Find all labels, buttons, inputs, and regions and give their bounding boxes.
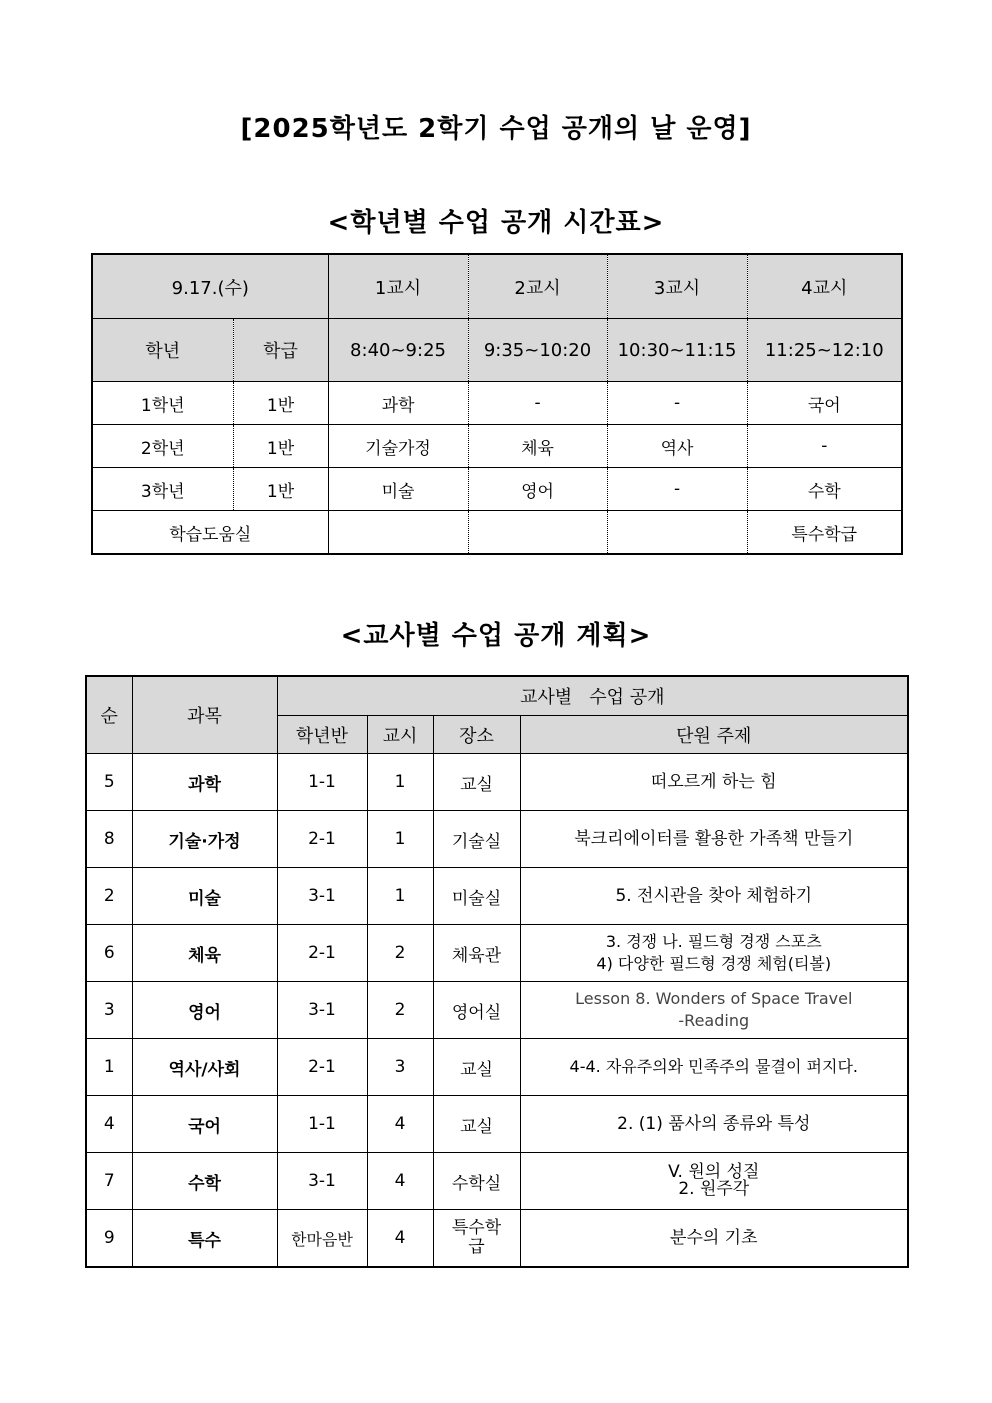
- table-row: [92, 511, 902, 555]
- class-cell: 3-1: [277, 1153, 367, 1210]
- class-cell: 1-1: [277, 1096, 367, 1153]
- subject-cell: 미술: [132, 868, 277, 925]
- subject-cell: 영어: [132, 982, 277, 1039]
- place-cell: 특수학급: [433, 1210, 520, 1268]
- topic-cell: [520, 1153, 908, 1210]
- topic-line: Lesson 8. Wonders of Space Travel: [575, 989, 853, 1008]
- topic-cell: [520, 925, 908, 982]
- class-cell: 1반: [233, 425, 328, 468]
- topic-cell: [520, 1210, 908, 1268]
- topic-cell: [520, 868, 908, 925]
- no-cell: 3: [86, 982, 132, 1039]
- subject-cell: [607, 511, 747, 555]
- subject-cell: -: [607, 468, 747, 511]
- page-title: [2025학년도 2학기 수업 공개의 날 운영]: [240, 114, 752, 144]
- topic-cell: [520, 1039, 908, 1096]
- subject-cell: -: [468, 382, 607, 425]
- no-cell: 1: [86, 1039, 132, 1096]
- class-cell: 2-1: [277, 811, 367, 868]
- period-time: 11:25~12:10: [747, 319, 902, 382]
- class-header: 학급: [233, 319, 328, 382]
- period-cell: 1: [367, 868, 433, 925]
- grade-cell: 3학년: [92, 468, 233, 511]
- place-cell: 영어실: [433, 982, 520, 1039]
- table-row: [86, 925, 908, 982]
- timetable-time-row: [92, 319, 902, 382]
- subject-cell: -: [607, 382, 747, 425]
- no-cell: 5: [86, 754, 132, 811]
- topic-line: 2. 원주각: [678, 1179, 750, 1199]
- period-header: 3교시: [607, 254, 747, 319]
- period-cell: 3: [367, 1039, 433, 1096]
- no-cell: 6: [86, 925, 132, 982]
- subject-cell: -: [747, 425, 902, 468]
- place-cell: 기술실: [433, 811, 520, 868]
- topic-cell: [520, 982, 908, 1039]
- subject-cell: 특수: [132, 1210, 277, 1268]
- class-cell: 1-1: [277, 754, 367, 811]
- topic-line: 5. 전시관을 찾아 체험하기: [615, 886, 813, 906]
- table-row: [86, 982, 908, 1039]
- table-row: [86, 1039, 908, 1096]
- subject-cell: 특수학급: [747, 511, 902, 555]
- place-cell: 교실: [433, 1096, 520, 1153]
- class-header: 학년반: [277, 716, 367, 754]
- subject-header: 과목: [132, 676, 277, 754]
- table-row: [92, 468, 902, 511]
- subject-cell: 체육: [468, 425, 607, 468]
- period-cell: 4: [367, 1210, 433, 1268]
- subject-cell: 수학: [132, 1153, 277, 1210]
- topic-line: -Reading: [678, 1011, 750, 1030]
- class-cell: 한마음반: [277, 1210, 367, 1268]
- table-row: [86, 1153, 908, 1210]
- period-header: 1교시: [328, 254, 468, 319]
- subject-cell: 영어: [468, 468, 607, 511]
- class-cell: 1반: [233, 382, 328, 425]
- grade-cell: 1학년: [92, 382, 233, 425]
- subject-cell: 과학: [132, 754, 277, 811]
- subject-cell: 역사/사회: [132, 1039, 277, 1096]
- table-row: [86, 868, 908, 925]
- group-header: 교사별 수업 공개: [277, 676, 908, 716]
- timetable-header-row: [92, 254, 902, 319]
- grade-cell: 2학년: [92, 425, 233, 468]
- subject-cell: 국어: [747, 382, 902, 425]
- period-header: 4교시: [747, 254, 902, 319]
- topic-line: V. 원의 성질: [668, 1162, 760, 1182]
- period-time: 8:40~9:25: [328, 319, 468, 382]
- no-cell: 4: [86, 1096, 132, 1153]
- topic-line: 분수의 기초: [670, 1228, 758, 1248]
- period-time: 10:30~11:15: [607, 319, 747, 382]
- subject-cell: 미술: [328, 468, 468, 511]
- date-header: 9.17.(수): [92, 254, 328, 319]
- no-cell: 2: [86, 868, 132, 925]
- table-row: [86, 811, 908, 868]
- class-cell: 3-1: [277, 982, 367, 1039]
- topic-line: 떠오르게 하는 힘: [650, 772, 777, 792]
- period-time: 9:35~10:20: [468, 319, 607, 382]
- no-cell: 7: [86, 1153, 132, 1210]
- no-cell: 9: [86, 1210, 132, 1268]
- topic-header: 단원 주제: [520, 716, 908, 754]
- topic-cell: [520, 754, 908, 811]
- subject-cell: 국어: [132, 1096, 277, 1153]
- no-cell: 8: [86, 811, 132, 868]
- class-cell: 3-1: [277, 868, 367, 925]
- subject-cell: 기술가정: [328, 425, 468, 468]
- topic-line: 3. 경쟁 나. 필드형 경쟁 스포츠: [605, 932, 822, 951]
- class-cell: 2-1: [277, 925, 367, 982]
- place-cell: 교실: [433, 1039, 520, 1096]
- place-cell: 수학실: [433, 1153, 520, 1210]
- topic-cell: [520, 811, 908, 868]
- table-row: [92, 382, 902, 425]
- place-cell: 체육관: [433, 925, 520, 982]
- period-cell: 2: [367, 982, 433, 1039]
- period-cell: 2: [367, 925, 433, 982]
- table-row: [86, 1210, 908, 1268]
- topic-line: 4) 다양한 필드형 경쟁 체험(티볼): [596, 954, 832, 973]
- period-header: 2교시: [468, 254, 607, 319]
- subject-cell: [328, 511, 468, 555]
- timetable: [91, 253, 903, 555]
- class-cell: 1반: [233, 468, 328, 511]
- topic-cell: [520, 1096, 908, 1153]
- topic-line: 2. (1) 품사의 종류와 특성: [617, 1114, 811, 1134]
- subject-cell: [468, 511, 607, 555]
- table-row: [86, 1096, 908, 1153]
- support-room-cell: 학습도움실: [92, 511, 328, 555]
- topic-line: 북크리에이터를 활용한 가족책 만들기: [574, 829, 854, 849]
- period-cell: 1: [367, 811, 433, 868]
- topic-line: 4-4. 자유주의와 민족주의 물결이 퍼지다.: [569, 1057, 859, 1076]
- subject-cell: 체육: [132, 925, 277, 982]
- period-cell: 4: [367, 1096, 433, 1153]
- period-cell: 1: [367, 754, 433, 811]
- timetable-title: <학년별 수업 공개 시간표>: [327, 208, 665, 238]
- subject-cell: 역사: [607, 425, 747, 468]
- class-cell: 2-1: [277, 1039, 367, 1096]
- teacher-plan-table: [85, 675, 909, 1268]
- table-row: [86, 754, 908, 811]
- period-header: 교시: [367, 716, 433, 754]
- grade-header: 학년: [92, 319, 233, 382]
- subject-cell: 과학: [328, 382, 468, 425]
- place-cell: 교실: [433, 754, 520, 811]
- plan-title: <교사별 수업 공개 계획>: [340, 621, 652, 651]
- no-header: 순: [86, 676, 132, 754]
- table-row: [92, 425, 902, 468]
- subject-cell: 기술·가정: [132, 811, 277, 868]
- place-header: 장소: [433, 716, 520, 754]
- plan-header-row: [86, 676, 908, 716]
- subject-cell: 수학: [747, 468, 902, 511]
- place-cell: 미술실: [433, 868, 520, 925]
- period-cell: 4: [367, 1153, 433, 1210]
